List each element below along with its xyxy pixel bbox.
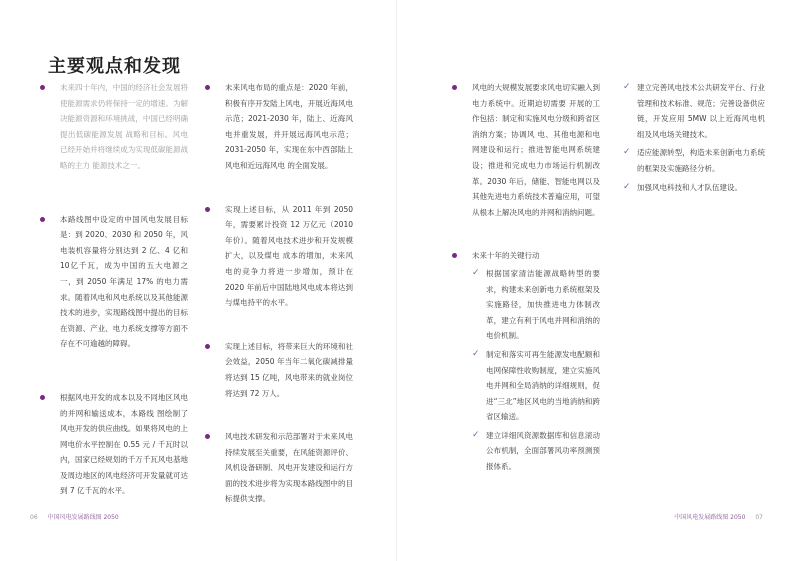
item-text: 未来风电布局的重点是：2020 年前，积极有序开发陆上风电，开展近海风电示范；2021-2030 年，陆上、近海风电并重发展，并开展远海风电示范；2031-2050 年，实现在东中西部陆上风电和近远海风电 的全面发展。 [225, 83, 353, 170]
left-column-2 [205, 80, 353, 522]
check-text: 建立详细风资源数据库和信息滚动公布机制，全面部署风功率预测预报体系。 [486, 430, 600, 472]
list-item [205, 202, 353, 311]
check-item [623, 145, 765, 176]
left-page [0, 0, 396, 561]
check-item [472, 266, 600, 344]
check-item [623, 180, 765, 196]
list-item [205, 429, 353, 507]
bullet-dot-icon [205, 344, 210, 349]
check-text: 适应能源转型，构造未来创新电力系统的框架及实施路径分析。 [637, 148, 765, 173]
bullet-dot-icon [205, 85, 210, 90]
page-title: 主要观点和发现 [48, 56, 181, 77]
item-text: 实现上述目标，将带来巨大的环境和社会效益，2050 年当年二氧化碳减排量将达到 15 亿吨，风电带来的就业岗位将达到 72 万人。 [225, 341, 353, 398]
check-item [472, 347, 600, 425]
right-column-1 [452, 80, 600, 478]
section-subheading: 未来十年的关键行动 [472, 251, 540, 261]
footer-right [674, 512, 763, 521]
bullet-dot-icon [452, 85, 457, 90]
check-text: 根据国家清洁能源战略转型的要求，构建未来创新电力系统框架及实施路径，加快推进电力体制改革，建立有利于风电并网和消纳的电价机制。 [486, 268, 600, 341]
right-page [397, 0, 793, 561]
check-icon: ✓ [623, 147, 631, 158]
bullet-dot-icon [40, 395, 45, 400]
bullet-dot-icon [205, 434, 210, 439]
check-icon: ✓ [472, 348, 480, 359]
item-text: 风电的大规模发展要求风电切实融入到电力系统中。近期迫切需要 开展的工作包括：制定和实施风电分级和跨省区消纳方案；协调风 电、其他电源和电网建设和运行；推进智能电网系统建设；推进和完成电力市场运行机制改 革。2030 年后，储能、智能电网以及其他先进电力系统技术普遍应用，可望从根本上解决风电的并网和消纳问题。 [472, 83, 600, 217]
page-number: 07 [755, 514, 763, 521]
left-column-1 [40, 80, 188, 514]
item-text: 根据风电开发的成本以及不同地区风电的并网和输送成本，本路线 图绘制了风电开发的供应曲线。如果将风电的上网电价水平控制在 0.55 元 / 千瓦时以内，国家已经规划的千万千瓦风电基地及周边地区的风电经济可开发量就可达到 7 亿千瓦的水平。 [60, 392, 188, 496]
item-text: 实现上述目标，从 2011 年到 2050 年，需要累计投资 12 万亿元（2010 年价）。随着风电技术进步和开发规模扩大，以及煤电 成本的增加，未来风电的竞争力将进一步增加，预计在 2020 年前后中国陆地风电成本将达到与煤电持平的水平。 [225, 204, 353, 308]
item-text: 未来四十年内，中国的经济社会发展将使能源需求仍将保持一定的增速。为解决能源资源和环境挑战，中国已经明确提出低碳能源发展 战略和目标。风电已经开始并将继续成为实现低碳能源战略的主力 能源技术之一。 [60, 83, 188, 170]
list-item [205, 339, 353, 401]
bullet-dot-icon [40, 85, 45, 90]
check-icon: ✓ [472, 267, 480, 278]
right-column-2 [623, 80, 765, 198]
check-icon: ✓ [623, 82, 631, 92]
item-text: 本路线图中设定的中国风电发展目标是：到 2020、2030 和 2050 年，风电装机容量将分别达到 2 亿、4 亿和 10亿千瓦，成为中国的五大电源之一，到 2050 年满足 17% 的电力需求。随着风电和风电系统以及其他能源技术的进步，实现路线图中提出的目标在资源、产业、电力系统支撑等方面不存在不可逾越的障碍。 [60, 214, 188, 349]
list-item [40, 80, 188, 174]
list-item [452, 80, 600, 220]
check-text: 加强风电科技和人才队伍建设。 [637, 182, 742, 192]
list-item [40, 212, 188, 352]
bullet-dot-icon [205, 207, 210, 212]
footer-title: 中国风电发展路线图 2050 [674, 514, 746, 521]
check-icon: ✓ [472, 429, 480, 440]
item-text: 风电技术研发和示范部署对于未来风电持续发展至关重要，在风能资源评价、风机设备研制、风电开发建设和运行方面的技术进步将为实现本路线图中的目标提供支撑。 [225, 432, 353, 504]
list-item [452, 248, 600, 474]
footer-title: 中国风电发展路线图 2050 [47, 514, 119, 521]
bullet-dot-icon [452, 253, 457, 258]
list-item [205, 80, 353, 174]
page-number: 06 [30, 514, 38, 521]
check-item [623, 80, 765, 142]
check-item [472, 428, 600, 475]
check-text: 建立完善风电技术公共研发平台、行业管理和技术标准、规范；完善设备供应链，开发应用 5MW 以上近海风电机组及风电场关键技术。 [637, 83, 765, 139]
check-text: 制定和落实可再生能源发电配额和电网保障性收购制度，建立实施风电并网和全局消纳的详细规则，促进“三北”地区风电的当地消纳和跨省区输送。 [486, 349, 600, 422]
list-item [40, 390, 188, 499]
bullet-dot-icon [40, 217, 45, 222]
footer-left [30, 512, 119, 521]
check-icon: ✓ [623, 181, 631, 192]
